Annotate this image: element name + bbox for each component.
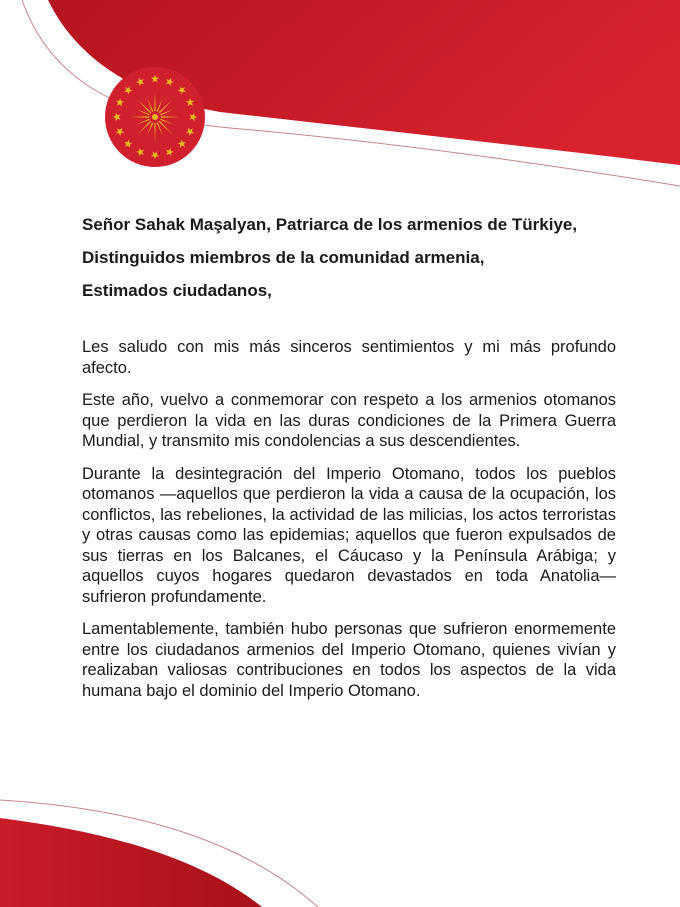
paragraph-disintegration: Durante la desintegración del Imperio Otomano, todos los pueblos otomanos —aquellos que perdieron la vida a causa de la ocupación, los conflictos, las rebeliones, la actividad de las milicias, los actos terroristas y otras causas como las epidemias; aquellos que fueron expulsados de sus tierras en los Balcanes, el Cáucaso y la Península Arábiga; y aquellos cuyos hogares quedaron devastados en toda Anatolia— sufrieron profundamente.	[82, 464, 616, 606]
presidential-seal-icon	[104, 66, 206, 168]
letter-body	[82, 337, 616, 701]
salutation-patriarch: Señor Sahak Maşalyan, Patriarca de los armenios de Türkiye,	[82, 215, 578, 234]
salutation-block	[82, 215, 616, 301]
bottom-red-wave	[0, 818, 262, 907]
paragraph-armenian-citizens: Lamentablemente, también hubo personas que sufrieron enormemente entre los ciudadanos armenios del Imperio Otomano, quienes vivían y realizaban valiosas contribuciones en todos los aspectos de la vida humana bajo el dominio del Imperio Otomano.	[82, 620, 616, 700]
salutation-citizens: Estimados ciudadanos,	[82, 281, 272, 300]
paragraph-commemoration: Este año, vuelvo a conmemorar con respeto a los armenios otomanos que perdieron la vida en las duras condiciones de la Primera Guerra Mundial, y transmito mis condolencias a sus descendientes.	[82, 391, 616, 450]
letter-content	[82, 215, 616, 713]
salutation-community: Distinguidos miembros de la comunidad armenia,	[82, 248, 485, 267]
paragraph-greeting: Les saludo con mis más sinceros sentimientos y mi más profundo afecto.	[82, 338, 616, 377]
